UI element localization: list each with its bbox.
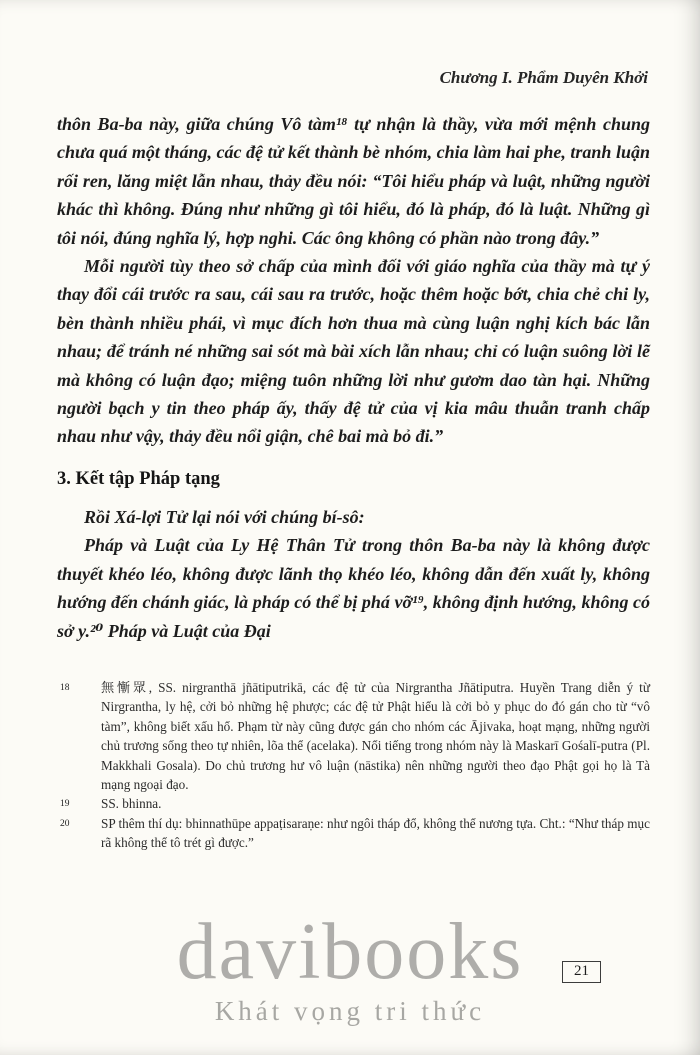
page-number-value: 21	[574, 963, 589, 979]
page-number	[562, 961, 601, 983]
section-heading: 3. Kết tập Pháp tạng	[57, 468, 220, 489]
footnote	[57, 678, 650, 794]
chapter-header: Chương I. Phẩm Duyên Khởi	[439, 68, 648, 87]
watermark-tagline: Khát vọng tri thức	[214, 996, 486, 1026]
footnote-text: SS. bhinna.	[101, 796, 162, 812]
footnote-marker: 20	[60, 818, 70, 829]
body-paragraph-1: thôn Ba-ba này, giữa chúng Vô tàm¹⁸ tự nhận là thầy, vừa mới mệnh chung chưa quá một tháng, các đệ tử kết thành bè nhóm, chia làm hai phe, tranh luận rối ren, lăng miệt lẫn nhau, thảy đều nói: “Tôi hiểu pháp và luật, những người khác thì không. Đúng như những gì tôi hiểu, đó là pháp, đó là luật. Những gì tôi nói, đúng nghĩa lý, hợp nghi. Các ông không có phần nào trong đây.”	[57, 114, 650, 248]
footnote-marker: 19	[60, 799, 70, 810]
footnote	[57, 794, 650, 813]
footnote-text: 無慚眾, SS. nirgranthā jñātiputrikā, các đệ tử của Nirgrantha Jñātiputra. Huyền Trang diễn ý từ Nirgrantha, ly hệ, cởi bỏ những hệ phược; các đệ tử Phật hiểu là cởi bỏ y phục do đó gán cho từ “vô tàm”, không biết xấu hổ. Phạm từ này cũng được gán cho nhóm các Ājivaka, hoạt mạng, những người chủ trương sống theo tự nhiên, lõa thể (acelaka). Nổi tiếng trong nhóm này là Maskarī Gośalī-putra (Pl. Makkhali Gosala). Do chủ trương hư vô luận (nāstika) nên những người theo đạo Phật gọi họ là Tà mạng ngoại đạo.	[101, 679, 650, 792]
footnotes-section	[57, 678, 650, 853]
watermark-title: davibooks	[176, 908, 524, 996]
footnote-text: SP thêm thí dụ: bhinnathūpe appaṭisaraṇe: như ngôi tháp đổ, không thể nương tựa. Cht.: “Như tháp mục rã không thể tô trét gì được.”	[101, 815, 650, 851]
footnote-marker: 18	[60, 682, 70, 693]
footnote	[57, 814, 650, 853]
body-text	[57, 110, 650, 645]
body-paragraph-4: Pháp và Luật của Ly Hệ Thân Tử trong thôn Ba-ba này là không được thuyết khéo léo, không được lãnh thọ khéo léo, không dẫn đến xuất ly, không hướng đến chánh giác, là pháp có thể bị phá vỡ¹⁹, không định hướng, không có sở y.²⁰ Pháp và Luật của Đại	[57, 535, 650, 641]
body-paragraph-2: Mỗi người tùy theo sở chấp của mình đối với giáo nghĩa của thầy mà tự ý thay đổi cái trước ra sau, cái sau ra trước, hoặc thêm hoặc bớt, chia chẻ chi ly, bèn thành nhiều phái, vì mục đích hơn thua mà cùng luận nghị kích bác lẫn nhau; để tránh né những sai sót mà bài xích lẫn nhau; chỉ có luận suông lời lẽ mà không có luận đạo; miệng tuôn những lời như gươm dao tàn hại. Những người bạch y tin theo pháp ấy, thấy đệ tử của vị kia mâu thuẫn tranh chấp nhau như vậy, thảy đều nổi giận, chê bai mà bỏ đi.”	[57, 256, 650, 447]
body-paragraph-3: Rồi Xá-lợi Tử lại nói với chúng bí-sô:	[84, 506, 365, 527]
